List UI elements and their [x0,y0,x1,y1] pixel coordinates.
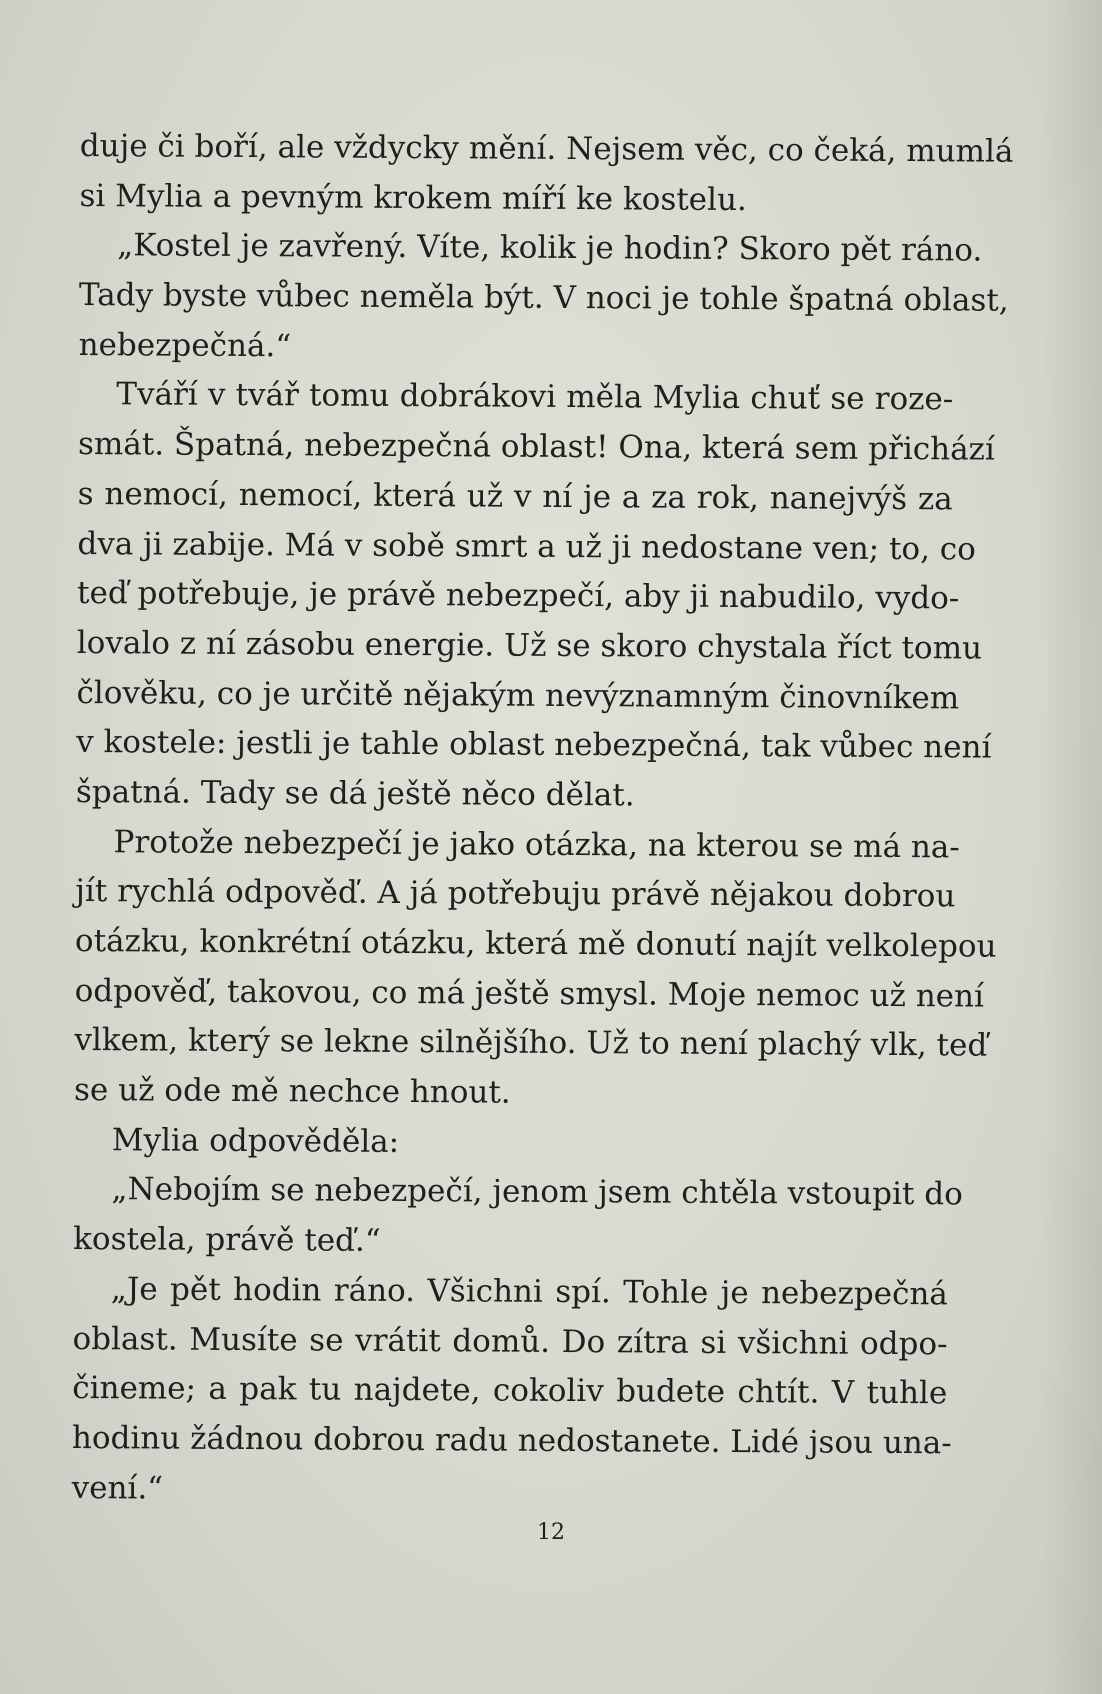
text-line: odpověď, takovou, co má ještě smysl. Moje nemoc už není [74,972,985,1015]
text-line: vení.“ [71,1469,164,1507]
text-line: „Kostel je zavřený. Víte, kolik je hodin? Skoro pět ráno. [117,227,983,269]
text-line: čineme; a pak tu najdete, cokoliv budete chtít. V tuhle [72,1370,948,1412]
text-line: se už ode mě nechce hnout. [73,1072,511,1111]
text-line: Tady byste vůbec neměla být. V noci je tohle špatná oblast, [78,277,1009,319]
text-line: „Nebojím se nebezpečí, jenom jsem chtěla vstoupit do [111,1171,963,1213]
text-line: Tváří v tvář tomu dobrákovi měla Mylia chuť se roze- [116,376,954,418]
text-line: smát. Špatná, nebezpečná oblast! Ona, která sem přichází [77,426,995,468]
text-line: „Je pět hodin ráno. Všichni spí. Tohle je nebezpečná [110,1271,948,1313]
text-line: si Mylia a pevným krokem míří ke kostelu. [79,177,747,218]
text-line: špatná. Tady se dá ještě něco dělat. [75,773,635,814]
text-line: s nemocí, nemocí, která už v ní je a za rok, nanejvýš za [77,475,953,518]
text-line: nebezpečná.“ [78,326,292,365]
text-line: Protože nebezpečí je jako otázka, na kterou se má na- [113,823,960,866]
text-line: dva ji zabije. Má v sobě smrt a už ji nedostane ven; to, co [77,525,977,567]
text-line: člověku, co je určitě nějakým nevýznamným činovníkem [76,674,960,716]
text-line: otázku, konkrétní otázku, která mě donutí najít velkolepou [74,922,997,965]
text-line: teď potřebuje, je právě nebezpečí, aby ji nabudilo, vydo- [77,575,960,617]
text-line: hodinu žádnou dobrou radu nedostanete. Lidé jsou una- [71,1419,952,1462]
text-line: duje či boří, ale vždycky mění. Nejsem věc, co čeká, mumlá [79,127,1014,170]
page-number: 12 [537,1520,565,1545]
text-line: vlkem, který se lekne silnějšího. Už to není plachý vlk, teď [74,1022,988,1064]
text-line: v kostele: jestli je tahle oblast nebezpečná, tak vůbec není [76,724,992,766]
text-line: lovalo z ní zásobu energie. Už se skoro chystala říct tomu [76,624,983,667]
text-line: Mylia odpověděla: [111,1121,400,1160]
body-text [71,122,1014,1519]
text-line: jít rychlá odpověď. A já potřebuju právě nějakou dobrou [75,873,956,915]
text-line: oblast. Musíte se vrátit domů. Do zítra si všichni odpo- [72,1320,948,1362]
text-line: kostela, právě teď.“ [73,1221,381,1259]
